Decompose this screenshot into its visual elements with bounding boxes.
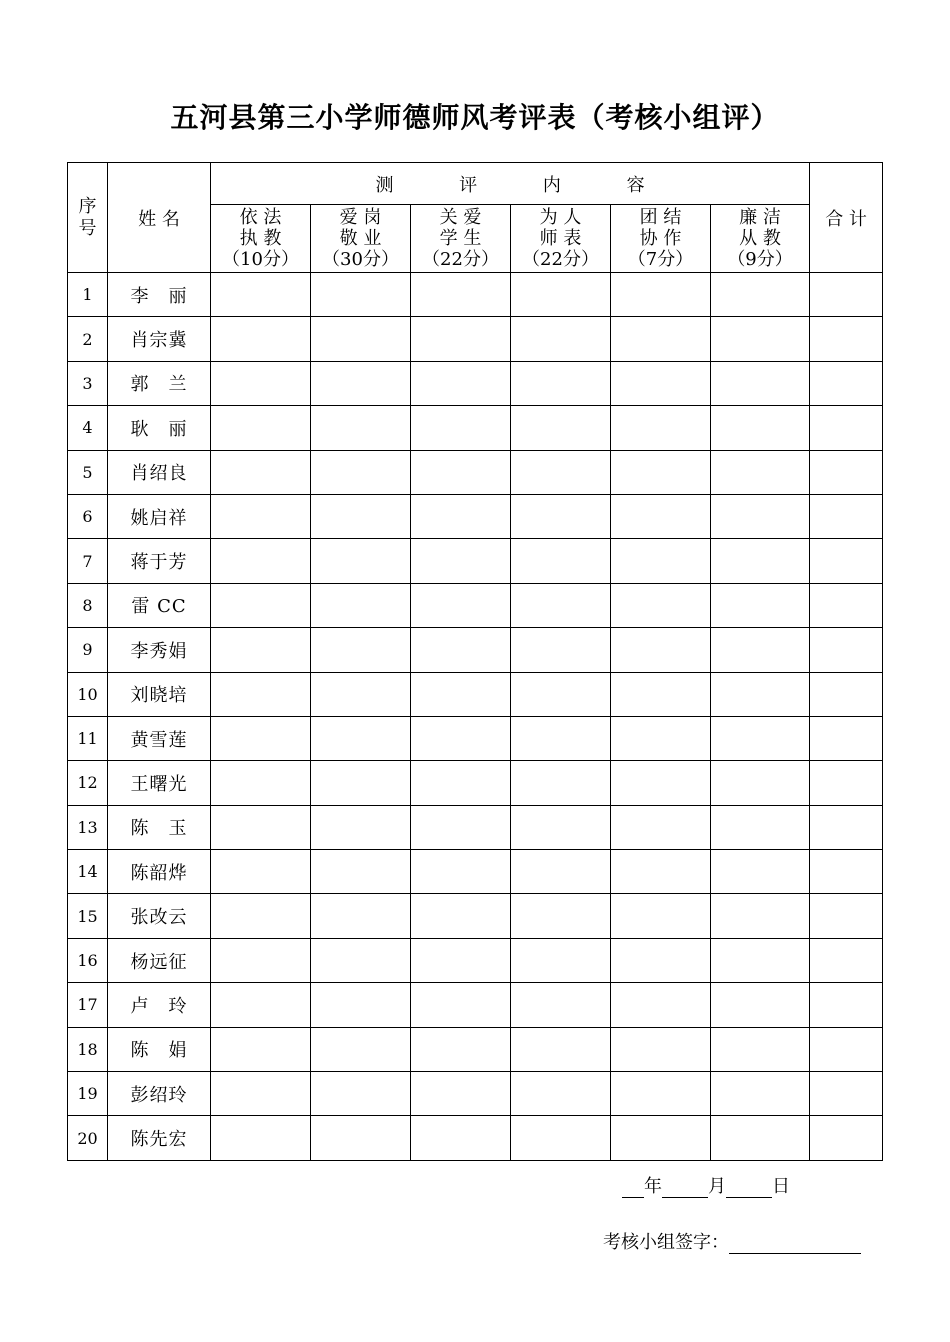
score-cell[interactable] xyxy=(311,317,411,361)
score-cell[interactable] xyxy=(411,894,511,938)
criterion-line2: 执 教 xyxy=(239,228,282,249)
score-cell[interactable] xyxy=(511,1116,611,1160)
score-cell[interactable] xyxy=(711,805,810,849)
teacher-name: 彭绍玲 xyxy=(108,1072,211,1116)
total-cell[interactable] xyxy=(810,1072,883,1116)
score-cell[interactable] xyxy=(311,583,411,627)
teacher-name: 李 丽 xyxy=(108,273,211,317)
score-cell[interactable] xyxy=(711,894,810,938)
score-cell[interactable] xyxy=(711,628,810,672)
criterion-line2: 从 教 xyxy=(739,228,781,249)
score-cell[interactable] xyxy=(511,805,611,849)
score-cell[interactable] xyxy=(611,317,711,361)
total-cell[interactable] xyxy=(810,938,883,982)
row-number: 5 xyxy=(68,450,108,494)
header-criterion xyxy=(311,205,411,273)
score-cell[interactable] xyxy=(711,583,810,627)
header-criterion xyxy=(211,205,311,273)
teacher-name: 陈 娟 xyxy=(108,1027,211,1071)
total-cell[interactable] xyxy=(810,1027,883,1071)
month-blank[interactable] xyxy=(662,1179,708,1198)
score-cell[interactable] xyxy=(211,672,311,716)
evaluation-table xyxy=(67,162,883,1161)
table-row xyxy=(68,317,883,361)
total-cell[interactable] xyxy=(810,273,883,317)
teacher-name: 耿 丽 xyxy=(108,406,211,450)
total-cell[interactable] xyxy=(810,317,883,361)
table-row xyxy=(68,628,883,672)
header-criterion xyxy=(611,205,711,273)
score-cell[interactable] xyxy=(711,850,810,894)
score-cell[interactable] xyxy=(711,361,810,405)
criterion-line2: 协 作 xyxy=(639,228,682,249)
teacher-name: 蒋于芳 xyxy=(108,539,211,583)
year-blank[interactable] xyxy=(622,1179,644,1198)
score-cell[interactable] xyxy=(711,539,810,583)
score-cell[interactable] xyxy=(211,1027,311,1071)
table-row xyxy=(68,361,883,405)
score-cell[interactable] xyxy=(211,317,311,361)
score-cell[interactable] xyxy=(611,761,711,805)
score-cell[interactable] xyxy=(711,317,810,361)
score-cell[interactable] xyxy=(211,494,311,538)
score-cell[interactable] xyxy=(311,628,411,672)
score-cell[interactable] xyxy=(611,894,711,938)
criterion-line1: 爱 岗 xyxy=(339,207,382,228)
score-cell[interactable] xyxy=(211,450,311,494)
day-blank[interactable] xyxy=(726,1179,772,1198)
score-cell[interactable] xyxy=(611,1027,711,1071)
table-row xyxy=(68,938,883,982)
row-number: 3 xyxy=(68,361,108,405)
score-cell[interactable] xyxy=(411,761,511,805)
total-cell[interactable] xyxy=(810,761,883,805)
teacher-name: 肖宗冀 xyxy=(108,317,211,361)
score-cell[interactable] xyxy=(211,983,311,1027)
score-cell[interactable] xyxy=(311,1072,411,1116)
score-cell[interactable] xyxy=(611,583,711,627)
signature-line xyxy=(603,1228,861,1254)
score-cell[interactable] xyxy=(311,406,411,450)
score-cell[interactable] xyxy=(211,583,311,627)
criterion-line3: （30分） xyxy=(322,249,399,270)
score-cell[interactable] xyxy=(311,539,411,583)
score-cell[interactable] xyxy=(311,494,411,538)
criterion-line3: （22分） xyxy=(522,249,599,270)
total-cell[interactable] xyxy=(810,672,883,716)
score-cell[interactable] xyxy=(711,1027,810,1071)
header-total: 合 计 xyxy=(810,163,883,273)
table-row xyxy=(68,494,883,538)
score-cell[interactable] xyxy=(411,1072,511,1116)
score-cell[interactable] xyxy=(211,1116,311,1160)
score-cell[interactable] xyxy=(611,1072,711,1116)
total-cell[interactable] xyxy=(810,583,883,627)
table-row xyxy=(68,539,883,583)
row-number: 18 xyxy=(68,1027,108,1071)
table-row xyxy=(68,1116,883,1160)
score-cell[interactable] xyxy=(611,628,711,672)
row-number: 17 xyxy=(68,983,108,1027)
table-row xyxy=(68,1027,883,1071)
criterion-line1: 廉 洁 xyxy=(739,207,781,228)
table-row xyxy=(68,716,883,760)
total-cell[interactable] xyxy=(810,983,883,1027)
table-row xyxy=(68,583,883,627)
score-cell[interactable] xyxy=(411,361,511,405)
date-line xyxy=(622,1172,790,1198)
total-cell[interactable] xyxy=(810,850,883,894)
score-cell[interactable] xyxy=(611,850,711,894)
total-cell[interactable] xyxy=(810,361,883,405)
table-row xyxy=(68,805,883,849)
total-cell[interactable] xyxy=(810,539,883,583)
criterion-line3: （7分） xyxy=(627,249,694,270)
row-number: 8 xyxy=(68,583,108,627)
table-row xyxy=(68,406,883,450)
score-cell[interactable] xyxy=(611,805,711,849)
row-number: 10 xyxy=(68,672,108,716)
row-number: 16 xyxy=(68,938,108,982)
teacher-name: 肖绍良 xyxy=(108,450,211,494)
score-cell[interactable] xyxy=(711,716,810,760)
score-cell[interactable] xyxy=(411,938,511,982)
score-cell[interactable] xyxy=(711,761,810,805)
score-cell[interactable] xyxy=(311,761,411,805)
score-cell[interactable] xyxy=(611,361,711,405)
score-cell[interactable] xyxy=(511,317,611,361)
teacher-name: 王曙光 xyxy=(108,761,211,805)
score-cell[interactable] xyxy=(711,450,810,494)
score-cell[interactable] xyxy=(411,317,511,361)
criterion-line2: 师 表 xyxy=(539,228,582,249)
row-number: 7 xyxy=(68,539,108,583)
score-cell[interactable] xyxy=(411,672,511,716)
score-cell[interactable] xyxy=(511,1072,611,1116)
teacher-name: 陈韶烨 xyxy=(108,850,211,894)
table-row xyxy=(68,894,883,938)
header-seq: 序号 xyxy=(68,163,108,273)
total-cell[interactable] xyxy=(810,805,883,849)
total-cell[interactable] xyxy=(810,494,883,538)
row-number: 19 xyxy=(68,1072,108,1116)
criterion-line1: 团 结 xyxy=(639,207,682,228)
score-cell[interactable] xyxy=(611,450,711,494)
teacher-name: 李秀娟 xyxy=(108,628,211,672)
score-cell[interactable] xyxy=(211,716,311,760)
score-cell[interactable] xyxy=(411,805,511,849)
total-cell[interactable] xyxy=(810,628,883,672)
row-number: 11 xyxy=(68,716,108,760)
score-cell[interactable] xyxy=(511,628,611,672)
teacher-name: 杨远征 xyxy=(108,938,211,982)
score-cell[interactable] xyxy=(311,805,411,849)
score-cell[interactable] xyxy=(311,716,411,760)
teacher-name: 雷 CC xyxy=(108,583,211,627)
row-number: 1 xyxy=(68,273,108,317)
teacher-name: 卢 玲 xyxy=(108,983,211,1027)
criterion-line2: 学 生 xyxy=(439,228,482,249)
score-cell[interactable] xyxy=(711,672,810,716)
score-cell[interactable] xyxy=(211,805,311,849)
header-criterion xyxy=(711,205,810,273)
score-cell[interactable] xyxy=(411,583,511,627)
criterion-line2: 敬 业 xyxy=(339,228,382,249)
score-cell[interactable] xyxy=(211,938,311,982)
score-cell[interactable] xyxy=(711,983,810,1027)
header-criterion xyxy=(411,205,511,273)
score-cell[interactable] xyxy=(511,273,611,317)
score-cell[interactable] xyxy=(211,628,311,672)
score-cell[interactable] xyxy=(411,628,511,672)
month-label: 月 xyxy=(708,1176,726,1197)
score-cell[interactable] xyxy=(411,273,511,317)
score-cell[interactable] xyxy=(311,894,411,938)
score-cell[interactable] xyxy=(711,273,810,317)
score-cell[interactable] xyxy=(411,450,511,494)
score-cell[interactable] xyxy=(711,938,810,982)
score-cell[interactable] xyxy=(711,494,810,538)
teacher-name: 黄雪莲 xyxy=(108,716,211,760)
row-number: 14 xyxy=(68,850,108,894)
score-cell[interactable] xyxy=(711,1072,810,1116)
score-cell[interactable] xyxy=(411,1027,511,1071)
score-cell[interactable] xyxy=(211,850,311,894)
table-row xyxy=(68,450,883,494)
year-label: 年 xyxy=(644,1176,662,1197)
header-group: 测 评 内 容 xyxy=(211,163,810,205)
score-cell[interactable] xyxy=(711,1116,810,1160)
score-cell[interactable] xyxy=(611,716,711,760)
total-cell[interactable] xyxy=(810,894,883,938)
criterion-line3: （9分） xyxy=(727,249,793,270)
table-row xyxy=(68,850,883,894)
score-cell[interactable] xyxy=(711,406,810,450)
table-row xyxy=(68,761,883,805)
score-cell[interactable] xyxy=(211,361,311,405)
score-cell[interactable] xyxy=(311,361,411,405)
header-criterion xyxy=(511,205,611,273)
score-cell[interactable] xyxy=(311,273,411,317)
criterion-line3: （22分） xyxy=(422,249,499,270)
score-cell[interactable] xyxy=(611,273,711,317)
score-cell[interactable] xyxy=(311,450,411,494)
score-cell[interactable] xyxy=(411,983,511,1027)
score-cell[interactable] xyxy=(311,850,411,894)
criterion-line3: （10分） xyxy=(222,249,299,270)
score-cell[interactable] xyxy=(611,983,711,1027)
score-cell[interactable] xyxy=(311,672,411,716)
row-number: 2 xyxy=(68,317,108,361)
row-number: 15 xyxy=(68,894,108,938)
total-cell[interactable] xyxy=(810,450,883,494)
score-cell[interactable] xyxy=(511,450,611,494)
teacher-name: 陈 玉 xyxy=(108,805,211,849)
score-cell[interactable] xyxy=(611,1116,711,1160)
score-cell[interactable] xyxy=(211,1072,311,1116)
score-cell[interactable] xyxy=(611,672,711,716)
score-cell[interactable] xyxy=(511,1027,611,1071)
total-cell[interactable] xyxy=(810,1116,883,1160)
day-label: 日 xyxy=(772,1176,790,1197)
score-cell[interactable] xyxy=(211,894,311,938)
row-number: 20 xyxy=(68,1116,108,1160)
score-cell[interactable] xyxy=(511,583,611,627)
score-cell[interactable] xyxy=(511,938,611,982)
row-number: 4 xyxy=(68,406,108,450)
teacher-name: 张改云 xyxy=(108,894,211,938)
teacher-name: 郭 兰 xyxy=(108,361,211,405)
score-cell[interactable] xyxy=(411,406,511,450)
row-number: 13 xyxy=(68,805,108,849)
score-cell[interactable] xyxy=(411,716,511,760)
score-cell[interactable] xyxy=(511,761,611,805)
teacher-name: 刘晓培 xyxy=(108,672,211,716)
score-cell[interactable] xyxy=(411,850,511,894)
score-cell[interactable] xyxy=(511,361,611,405)
score-cell[interactable] xyxy=(511,716,611,760)
header-name: 姓 名 xyxy=(108,163,211,273)
table-row xyxy=(68,672,883,716)
row-number: 12 xyxy=(68,761,108,805)
score-cell[interactable] xyxy=(511,894,611,938)
score-cell[interactable] xyxy=(611,494,711,538)
score-cell[interactable] xyxy=(611,539,711,583)
table-row xyxy=(68,983,883,1027)
row-number: 6 xyxy=(68,494,108,538)
page-title: 五河县第三小学师德师风考评表（考核小组评） xyxy=(170,101,780,134)
score-cell[interactable] xyxy=(511,672,611,716)
score-cell[interactable] xyxy=(511,406,611,450)
total-cell[interactable] xyxy=(810,716,883,760)
score-cell[interactable] xyxy=(511,983,611,1027)
score-cell[interactable] xyxy=(411,539,511,583)
table-row xyxy=(68,273,883,317)
total-cell[interactable] xyxy=(810,406,883,450)
score-cell[interactable] xyxy=(411,494,511,538)
score-cell[interactable] xyxy=(511,494,611,538)
score-cell[interactable] xyxy=(411,1116,511,1160)
score-cell[interactable] xyxy=(211,761,311,805)
criterion-line1: 为 人 xyxy=(539,207,582,228)
teacher-name: 姚启祥 xyxy=(108,494,211,538)
criterion-line1: 关 爱 xyxy=(439,207,482,228)
score-cell[interactable] xyxy=(211,273,311,317)
signature-label: 考核小组签字： xyxy=(603,1232,729,1253)
row-number: 9 xyxy=(68,628,108,672)
score-cell[interactable] xyxy=(611,938,711,982)
score-cell[interactable] xyxy=(211,539,311,583)
score-cell[interactable] xyxy=(311,938,411,982)
signature-blank[interactable] xyxy=(729,1235,861,1254)
score-cell[interactable] xyxy=(211,406,311,450)
criterion-line1: 依 法 xyxy=(239,207,282,228)
score-cell[interactable] xyxy=(511,850,611,894)
table-row xyxy=(68,1072,883,1116)
score-cell[interactable] xyxy=(311,1116,411,1160)
teacher-name: 陈先宏 xyxy=(108,1116,211,1160)
score-cell[interactable] xyxy=(511,539,611,583)
score-cell[interactable] xyxy=(311,1027,411,1071)
score-cell[interactable] xyxy=(611,406,711,450)
score-cell[interactable] xyxy=(311,983,411,1027)
